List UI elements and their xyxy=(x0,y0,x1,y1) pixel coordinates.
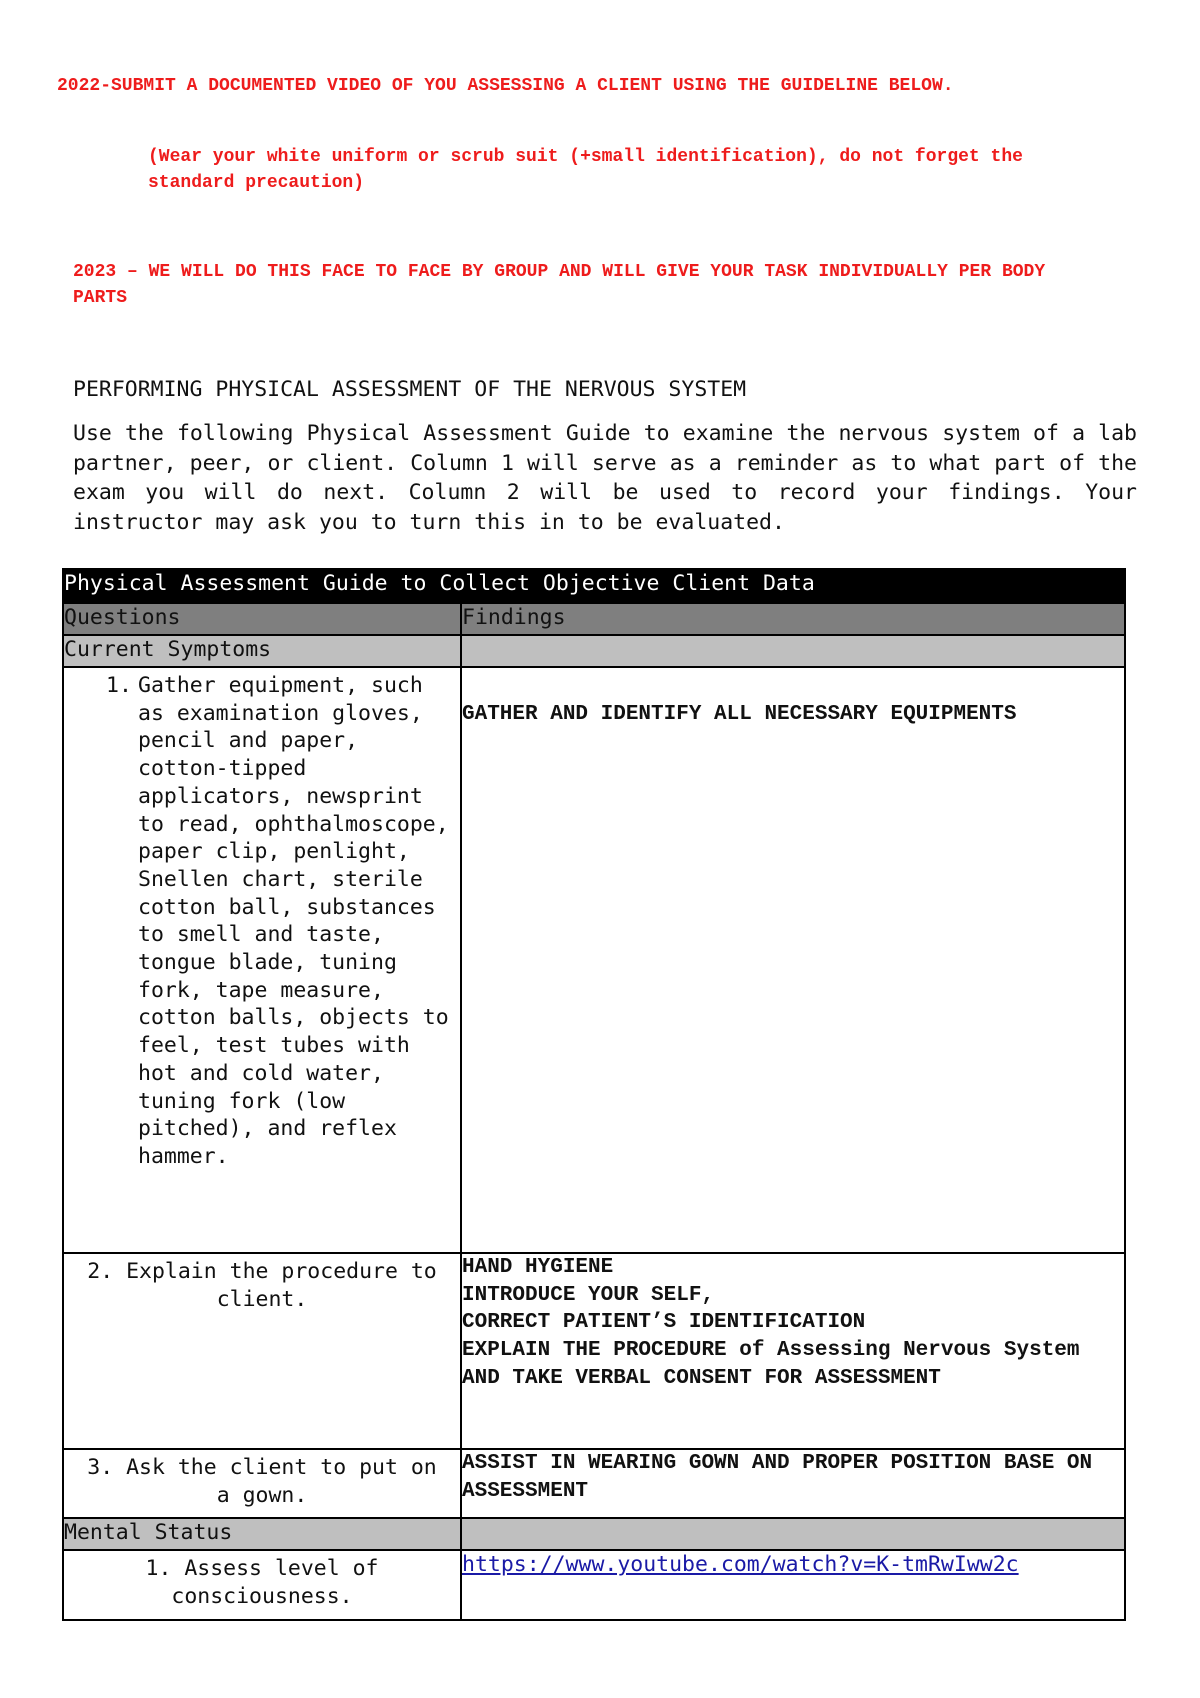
question-text: 3. Ask the client to put on a gown. xyxy=(87,1455,437,1508)
section-empty-cell xyxy=(461,1518,1125,1550)
findings-cell xyxy=(461,1253,1125,1449)
table-title-row xyxy=(63,569,1125,603)
column-header-questions: Questions xyxy=(63,603,461,635)
question-cell xyxy=(63,1550,461,1619)
question-number: 1. xyxy=(106,673,132,698)
table-row xyxy=(63,1253,1125,1449)
question-cell xyxy=(63,1253,461,1449)
findings-cell xyxy=(461,1449,1125,1518)
question-cell xyxy=(63,667,461,1253)
section-empty-cell xyxy=(461,635,1125,667)
section-row-current-symptoms xyxy=(63,635,1125,667)
section-label-mental-status: Mental Status xyxy=(63,1518,461,1550)
page-heading: PERFORMING PHYSICAL ASSESSMENT OF THE NERVOUS SYSTEM xyxy=(73,377,747,402)
youtube-link[interactable]: https://www.youtube.com/watch?v=K-tmRwIww2c xyxy=(462,1552,1019,1578)
finding-line: ASSIST IN WEARING GOWN AND PROPER POSITION BASE ON ASSESSMENT xyxy=(462,1452,1093,1503)
notice-2022: 2022-SUBMIT A DOCUMENTED VIDEO OF YOU ASSESSING A CLIENT USING THE GUIDELINE BELOW. xyxy=(57,76,954,96)
finding-line: AND TAKE VERBAL CONSENT FOR ASSESSMENT xyxy=(462,1366,941,1390)
question-cell xyxy=(63,1449,461,1518)
table-row xyxy=(63,1449,1125,1518)
notice-2023: 2023 – WE WILL DO THIS FACE TO FACE BY GROUP AND WILL GIVE YOUR TASK INDIVIDUALLY PER BODY PARTS xyxy=(73,262,1046,308)
column-header-findings: Findings xyxy=(461,603,1125,635)
table-row xyxy=(63,1550,1125,1619)
finding-line: EXPLAIN THE PROCEDURE of Assessing Nervous System xyxy=(462,1339,1080,1363)
findings-cell xyxy=(461,667,1125,1253)
finding-line: CORRECT PATIENT’S IDENTIFICATION xyxy=(462,1311,866,1335)
assessment-guide-table xyxy=(62,568,1126,1621)
table-title: Physical Assessment Guide to Collect Objective Client Data xyxy=(63,569,1125,603)
table-header-row xyxy=(63,603,1125,635)
section-label-current-symptoms: Current Symptoms xyxy=(63,635,461,667)
finding-line: GATHER AND IDENTIFY ALL NECESSARY EQUIPMENTS xyxy=(462,703,1017,726)
question-text: 1. Assess level of consciousness. xyxy=(145,1556,379,1610)
findings-cell xyxy=(461,1550,1125,1619)
question-text: Gather equipment, such as examination gloves, pencil and paper, cotton-tipped applicators, newsprint to read, ophthalmoscope, paper clip, penlight, Snellen chart, sterile cotton ball, substances to smell and taste, tongue blade, tuning fork, tape measure, cotton balls, objects to feel, test tubes with hot and cold water, tuning fork (low pitched), and reflex hammer. xyxy=(138,673,449,1169)
question-text: 2. Explain the procedure to client. xyxy=(87,1259,437,1312)
section-row-mental-status xyxy=(63,1518,1125,1550)
table-row xyxy=(63,667,1125,1253)
intro-paragraph: Use the following Physical Assessment Guide to examine the nervous system of a lab partner, peer, or client. Column 1 will serve as a reminder as to what part of the exam you will do next. Column 2 will be used to record your findings. Your instructor may ask you to turn this in to be evaluated. xyxy=(73,421,1137,535)
finding-line: INTRODUCE YOUR SELF, xyxy=(462,1283,715,1307)
finding-line: HAND HYGIENE xyxy=(462,1256,614,1279)
notice-uniform: (Wear your white uniform or scrub suit (+small identification), do not forget the standard precaution) xyxy=(148,147,1023,193)
